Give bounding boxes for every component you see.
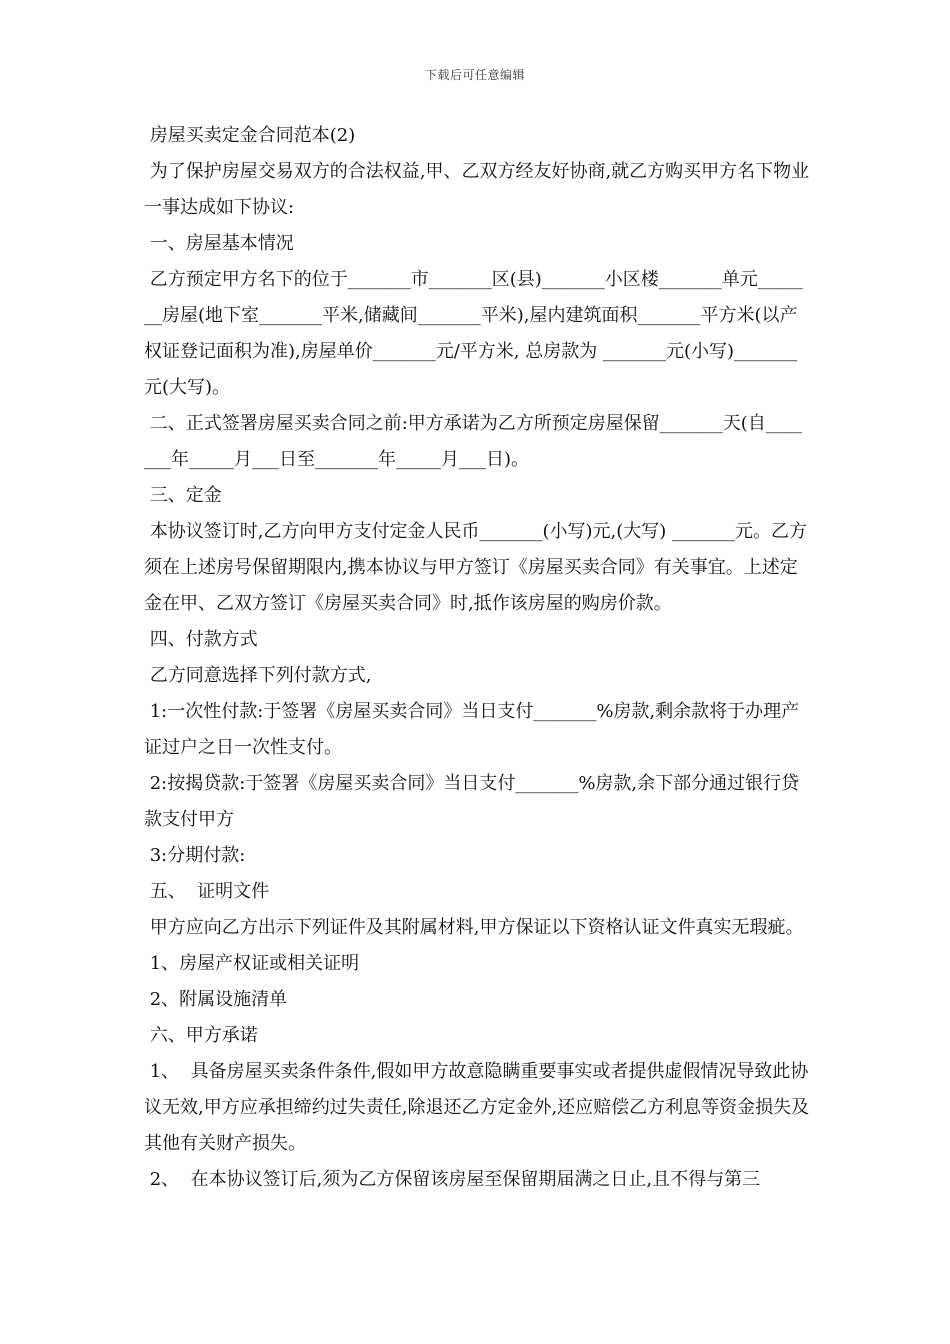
section-heading-6: 六、甲方承诺: [144, 1025, 258, 1046]
section-heading-1: 一、房屋基本情况: [144, 233, 294, 254]
document-body: [144, 118, 810, 1198]
payment-option-2: 2:按揭贷款:于签署《房屋买卖合同》当日支付_______%房款,余下部分通过银行贷款支付甲方: [144, 773, 800, 830]
section-1-paragraph: 乙方预定甲方名下的位于_______市_______区(县)_______小区楼_______单元_______房屋(地下室_______平米,储藏间_______平米),屋内建筑面积_______平方米(以产权证登记面积为准),房屋单价_______元/平方米, 总房款为 _______元(小写)_______元(大写)。: [144, 269, 803, 398]
document-title: 房屋买卖定金合同范本(2): [144, 125, 356, 146]
intro-paragraph: 为了保护房屋交易双方的合法权益,甲、乙双方经友好协商,就乙方购买甲方名下物业一事达成如下协议:: [144, 161, 810, 218]
payment-option-1: 1:一次性付款:于签署《房屋买卖合同》当日支付_______%房款,剩余款将于办理产证过户之日一次性支付。: [144, 701, 800, 758]
section-heading-5: 五、 证明文件: [144, 881, 270, 902]
document-item-1: 1、房屋产权证或相关证明: [144, 953, 360, 974]
payment-option-3: 3:分期付款:: [144, 845, 246, 866]
section-3-paragraph: 本协议签订时,乙方向甲方支付定金人民币_______(小写)元,(大写) _______元。乙方须在上述房号保留期限内,携本协议与甲方签订《房屋买卖合同》有关事宜。上述定金在甲、乙双方签订《房屋买卖合同》时,抵作该房屋的购房价款。: [144, 521, 807, 614]
section-4-intro: 乙方同意选择下列付款方式,: [144, 665, 372, 686]
section-heading-3: 三、定金: [144, 485, 222, 506]
section-5-paragraph: 甲方应向乙方出示下列证件及其附属材料,甲方保证以下资格认证文件真实无瑕疵。: [144, 917, 804, 938]
promise-item-2: 2、 在本协议签订后,须为乙方保留该房屋至保留期届满之日止,且不得与第三: [144, 1169, 761, 1190]
header-note: 下载后可任意编辑: [424, 68, 525, 82]
section-heading-4: 四、付款方式: [144, 629, 258, 650]
promise-item-1: 1、 具备房屋买卖条件条件,假如甲方故意隐瞒重要事实或者提供虚假情况导致此协议无效,甲方应承担缔约过失责任,除退还乙方定金外,还应赔偿乙方利息等资金损失及其他有关财产损失。: [144, 1061, 810, 1154]
document-item-2: 2、附属设施清单: [144, 989, 288, 1010]
section-2-paragraph: 二、正式签署房屋买卖合同之前:甲方承诺为乙方所预定房屋保留_______天(自_______年_____月___日至_______年_____月___日)。: [144, 413, 802, 470]
